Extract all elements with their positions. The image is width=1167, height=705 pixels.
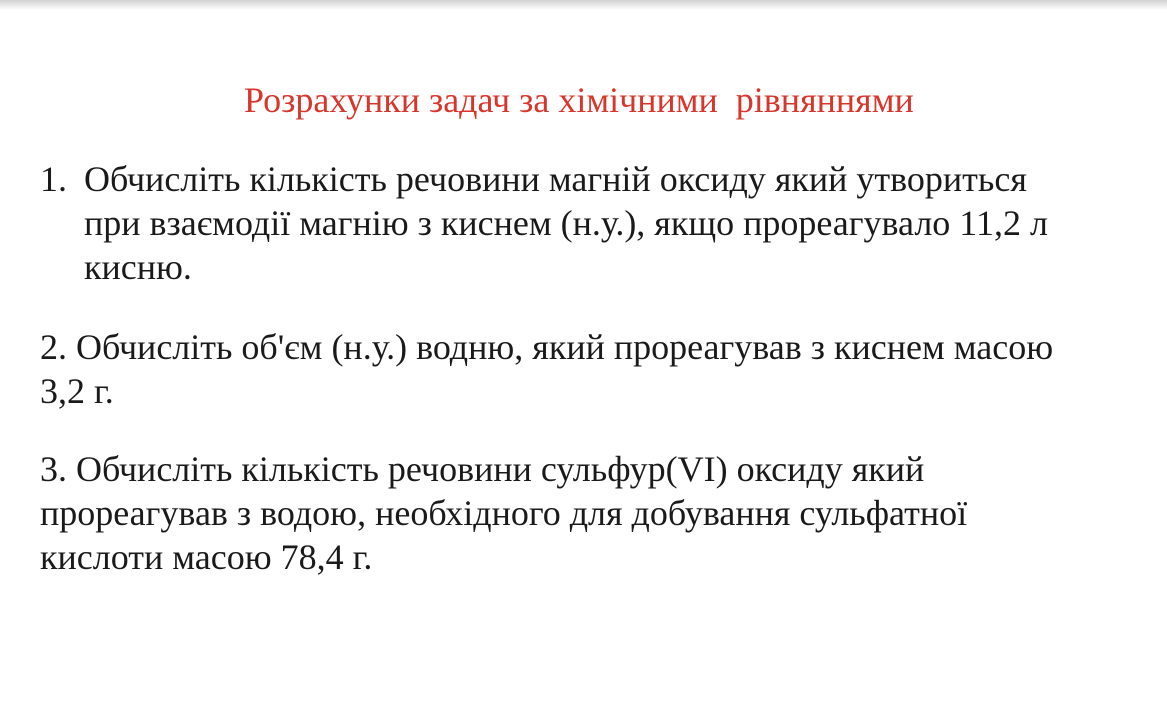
task-1-line-3: кисню.	[84, 247, 192, 287]
task-3-line-1: 3. Обчисліть кількість речовини сульфур(VI) оксиду який	[40, 449, 925, 489]
top-edge-shadow	[0, 0, 1167, 10]
task-3-line-2: прореагував з водою, необхідного для добування сульфатної	[40, 493, 968, 533]
task-1-text	[84, 157, 1048, 289]
task-3-line-3: кислоти масою 78,4 г.	[40, 537, 373, 577]
task-1-number: 1.	[40, 159, 67, 199]
task-2-line-2: 3,2 г.	[40, 371, 114, 411]
task-1-line-2: при взаємодії магнію з киснем (н.у.), якщо прореагувало 11,2 л	[84, 203, 1048, 243]
document-title: Розрахунки задач за хімічними рівняннями	[244, 80, 914, 120]
task-3	[40, 447, 967, 579]
task-2-line-1: 2. Обчисліть об'єм (н.у.) водню, який прореагував з киснем масою	[40, 327, 1054, 367]
task-1-line-1: Обчисліть кількість речовини магній оксиду який утвориться	[84, 159, 1027, 199]
task-2	[40, 325, 1053, 413]
